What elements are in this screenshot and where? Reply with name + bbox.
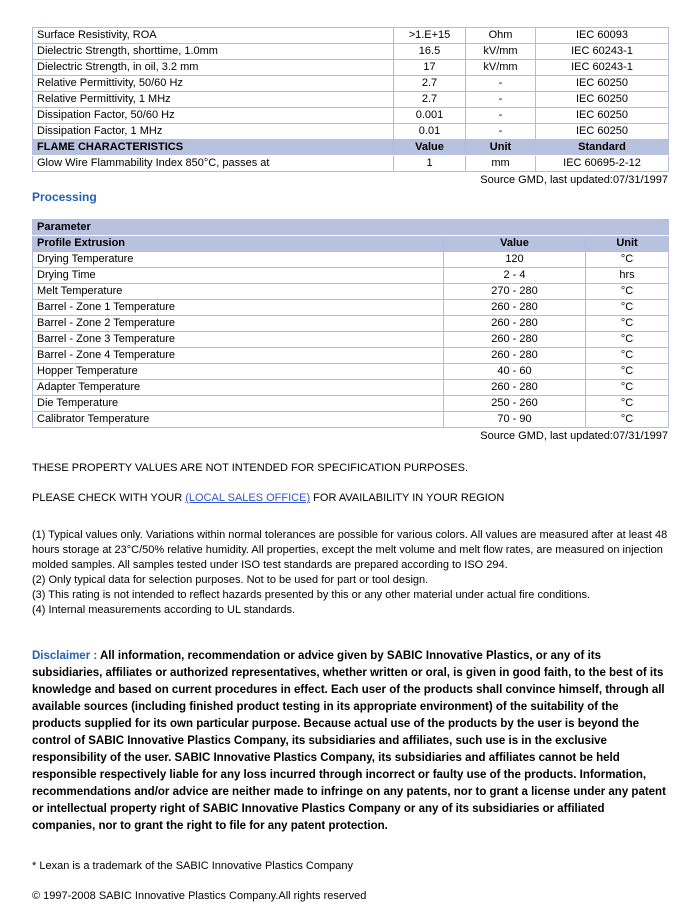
parameter-value: 40 - 60 xyxy=(444,364,586,380)
source-note: Source GMD, last updated:07/31/1997 xyxy=(480,174,668,186)
standard-column-header: Standard xyxy=(536,140,669,156)
property-standard: IEC 60250 xyxy=(536,92,669,108)
footnote-4: (4) Internal measurements according to UL standards. xyxy=(32,604,296,616)
parameter-name: Adapter Temperature xyxy=(33,380,444,396)
property-unit: kV/mm xyxy=(466,60,536,76)
property-value: 0.01 xyxy=(394,124,466,140)
parameter-name: Barrel - Zone 1 Temperature xyxy=(33,300,444,316)
property-name: Dissipation Factor, 1 MHz xyxy=(33,124,394,140)
value-column-header: Value xyxy=(444,236,586,252)
property-standard: IEC 60695-2-12 xyxy=(536,156,669,172)
property-name: Relative Permittivity, 50/60 Hz xyxy=(33,76,394,92)
property-name: Glow Wire Flammability Index 850°C, passes at xyxy=(33,156,394,172)
profile-extrusion-header: Profile Extrusion xyxy=(33,236,444,252)
parameter-value: 2 - 4 xyxy=(444,268,586,284)
parameter-value: 260 - 280 xyxy=(444,300,586,316)
property-standard: IEC 60093 xyxy=(536,28,669,44)
parameter-group-header: Parameter xyxy=(33,220,669,236)
table-row xyxy=(33,332,669,348)
parameter-name: Die Temperature xyxy=(33,396,444,412)
availability-statement xyxy=(32,492,668,504)
unit-column-header: Unit xyxy=(466,140,536,156)
parameter-name: Barrel - Zone 2 Temperature xyxy=(33,316,444,332)
property-value: 16.5 xyxy=(394,44,466,60)
parameter-name: Drying Temperature xyxy=(33,252,444,268)
parameter-value: 260 - 280 xyxy=(444,348,586,364)
disclaimer-label: Disclaimer : xyxy=(32,650,98,662)
parameter-value: 70 - 90 xyxy=(444,412,586,428)
property-unit: - xyxy=(466,92,536,108)
availability-suffix: FOR AVAILABILITY IN YOUR REGION xyxy=(310,492,505,504)
parameter-unit: hrs xyxy=(586,268,669,284)
footnotes xyxy=(32,528,668,618)
parameter-group-header-row xyxy=(33,220,669,236)
property-unit: - xyxy=(466,108,536,124)
property-value: 17 xyxy=(394,60,466,76)
parameter-unit: °C xyxy=(586,380,669,396)
parameter-name: Hopper Temperature xyxy=(33,364,444,380)
property-name: Relative Permittivity, 1 MHz xyxy=(33,92,394,108)
processing-table xyxy=(32,219,669,428)
property-value: >1.E+15 xyxy=(394,28,466,44)
table-row xyxy=(33,124,669,140)
table-row xyxy=(33,396,669,412)
table-row xyxy=(33,364,669,380)
table-row xyxy=(33,268,669,284)
parameter-unit: °C xyxy=(586,316,669,332)
trademark-note: * Lexan is a trademark of the SABIC Innovative Plastics Company xyxy=(32,860,353,872)
table-row xyxy=(33,108,669,124)
property-name: Dielectric Strength, in oil, 3.2 mm xyxy=(33,60,394,76)
property-name: Surface Resistivity, ROA xyxy=(33,28,394,44)
footnote-1: (1) Typical values only. Variations within normal tolerances are possible for various colors. All values are measured after at least 48 hours storage at 23°C/50% relative humidity. All properties, except the melt volume and melt flow rates, are measured on injection molded samples. All samples tested under ISO test standards are prepared according to ISO 294. xyxy=(32,529,668,571)
property-unit: - xyxy=(466,124,536,140)
local-sales-office-link[interactable]: (LOCAL SALES OFFICE) xyxy=(185,492,311,504)
footnote-3: (3) This rating is not intended to reflect hazards presented by this or any other material under actual fire conditions. xyxy=(32,589,591,601)
parameter-unit: °C xyxy=(586,300,669,316)
property-unit: mm xyxy=(466,156,536,172)
specification-statement: THESE PROPERTY VALUES ARE NOT INTENDED FOR SPECIFICATION PURPOSES. xyxy=(32,462,469,474)
property-unit: kV/mm xyxy=(466,44,536,60)
table-row xyxy=(33,412,669,428)
parameter-value: 260 - 280 xyxy=(444,332,586,348)
table-row xyxy=(33,28,669,44)
parameter-name: Drying Time xyxy=(33,268,444,284)
table-row xyxy=(33,300,669,316)
parameter-value: 270 - 280 xyxy=(444,284,586,300)
property-value: 2.7 xyxy=(394,92,466,108)
unit-column-header: Unit xyxy=(586,236,669,252)
flame-section-title: FLAME CHARACTERISTICS xyxy=(33,140,394,156)
processing-section-heading: Processing xyxy=(32,190,97,204)
table-row xyxy=(33,44,669,60)
property-standard: IEC 60250 xyxy=(536,108,669,124)
parameter-name: Barrel - Zone 3 Temperature xyxy=(33,332,444,348)
property-standard: IEC 60243-1 xyxy=(536,60,669,76)
parameter-value: 120 xyxy=(444,252,586,268)
table-row xyxy=(33,316,669,332)
table-row xyxy=(33,284,669,300)
datasheet-page xyxy=(32,27,668,902)
source-note: Source GMD, last updated:07/31/1997 xyxy=(480,430,668,442)
property-value: 2.7 xyxy=(394,76,466,92)
property-standard: IEC 60250 xyxy=(536,124,669,140)
parameter-unit: °C xyxy=(586,348,669,364)
parameter-value: 250 - 260 xyxy=(444,396,586,412)
property-standard: IEC 60243-1 xyxy=(536,44,669,60)
property-name: Dissipation Factor, 50/60 Hz xyxy=(33,108,394,124)
parameter-value: 260 - 280 xyxy=(444,380,586,396)
parameter-unit: °C xyxy=(586,364,669,380)
footnote-2: (2) Only typical data for selection purposes. Not to be used for part or tool design. xyxy=(32,574,429,586)
table-row xyxy=(33,380,669,396)
table-row xyxy=(33,60,669,76)
parameter-unit: °C xyxy=(586,412,669,428)
table-row xyxy=(33,252,669,268)
parameter-name: Melt Temperature xyxy=(33,284,444,300)
parameter-name: Calibrator Temperature xyxy=(33,412,444,428)
parameter-name: Barrel - Zone 4 Temperature xyxy=(33,348,444,364)
parameter-unit: °C xyxy=(586,252,669,268)
parameter-value: 260 - 280 xyxy=(444,316,586,332)
parameter-unit: °C xyxy=(586,332,669,348)
value-column-header: Value xyxy=(394,140,466,156)
flame-characteristics-header-row xyxy=(33,140,669,156)
parameter-unit: °C xyxy=(586,396,669,412)
table-row xyxy=(33,348,669,364)
properties-table xyxy=(32,27,669,172)
table-row xyxy=(33,76,669,92)
property-unit: - xyxy=(466,76,536,92)
table-row xyxy=(33,156,669,172)
processing-columns-header-row xyxy=(33,236,669,252)
property-standard: IEC 60250 xyxy=(536,76,669,92)
property-name: Dielectric Strength, shorttime, 1.0mm xyxy=(33,44,394,60)
copyright-note: © 1997-2008 SABIC Innovative Plastics Company.All rights reserved xyxy=(32,890,367,902)
property-value: 0.001 xyxy=(394,108,466,124)
table-row xyxy=(33,92,669,108)
property-unit: Ohm xyxy=(466,28,536,44)
parameter-unit: °C xyxy=(586,284,669,300)
property-value: 1 xyxy=(394,156,466,172)
availability-prefix: PLEASE CHECK WITH YOUR xyxy=(32,492,186,504)
disclaimer xyxy=(32,648,668,835)
disclaimer-body: All information, recommendation or advice given by SABIC Innovative Plastics, or any of its subsidiaries, affiliates or authorized representatives, whether written or oral, is given in good faith, to the best of its knowledge and based on current procedures in effect. Each user of the products shall convince himself, through all available sources (including finished product testing in its appropriate environment) of the suitability of the products supplied for its own particular purpose. Because actual use of the products by the user is beyond the control of SABIC Innovative Plastics Company, its subsidiaries and affiliates, such use is in the exclusive responsibility of the user. SABIC Innovative Plastics Company, its subsidiaries and affiliates cannot be held responsible respectively liable for any loss incurred through incorrect or faulty use of the products. Information, recommendations and/or advice are neither made to infringe on any patents, nor to grant a license under any patent or intellectual property right of SABIC Innovative Plastics Company or any of its subsidiaries or affiliated companies, nor to grant the right to file for any patent protection. xyxy=(32,650,666,832)
